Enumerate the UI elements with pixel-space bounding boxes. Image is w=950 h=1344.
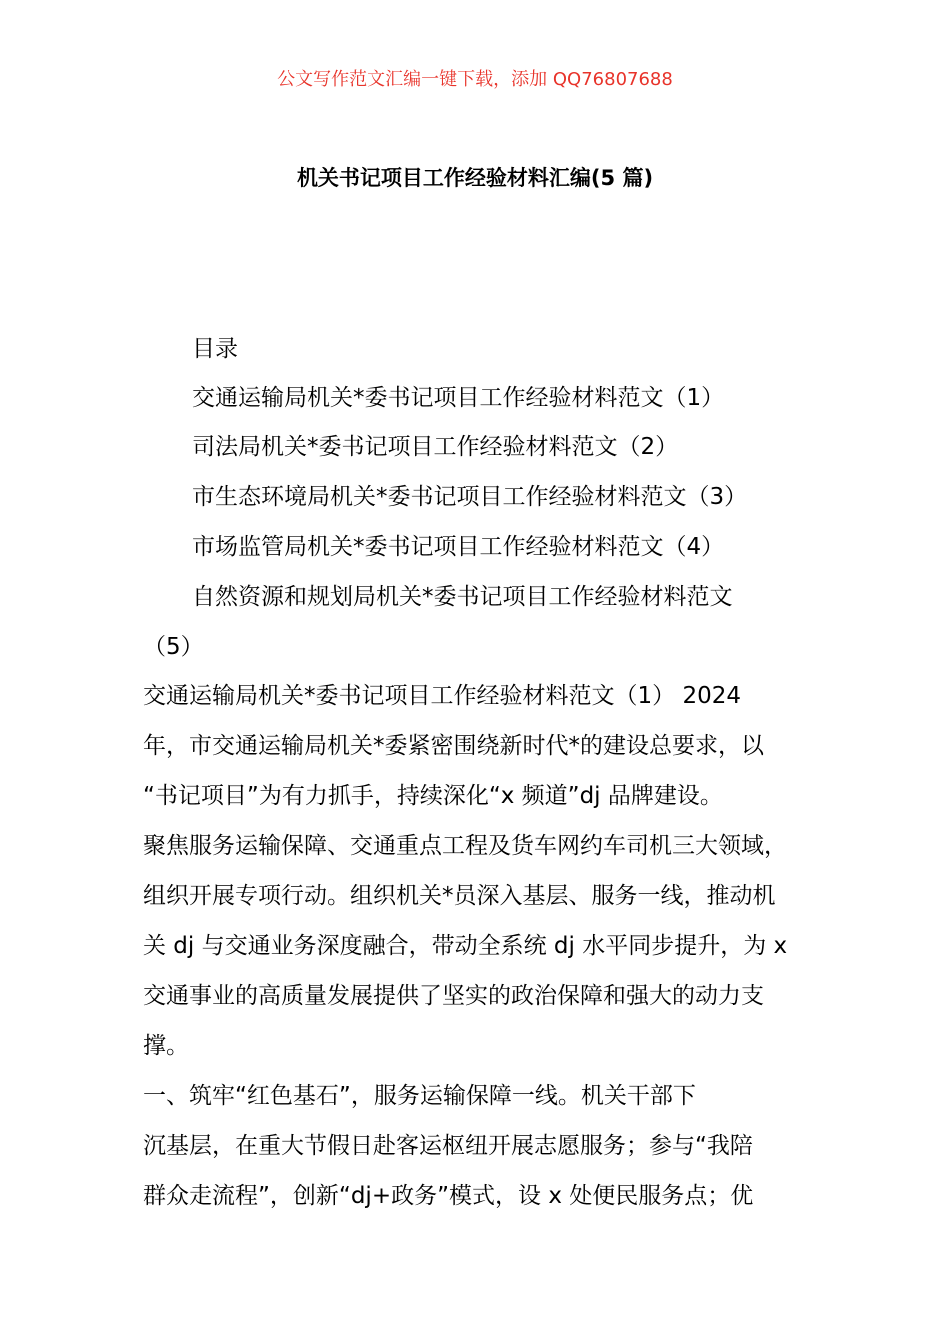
body-line-8: 撑。 bbox=[143, 1033, 189, 1059]
download-note: 公文写作范文汇编一键下载，添加 QQ76807688 bbox=[277, 69, 673, 90]
body-line-7: 交通事业的高质量发展提供了坚实的政治保障和强大的动力支 bbox=[143, 983, 764, 1009]
body-line-3: “书记项目”为有力抓手，持续深化“x 频道”dj 品牌建设。 bbox=[143, 783, 723, 809]
body-line-2: 年，市交通运输局机关*委紧密围绕新时代*的建设总要求，以 bbox=[143, 733, 764, 759]
toc-item-5: 自然资源和规划局机关*委书记项目工作经验材料范文 bbox=[192, 584, 733, 610]
body-line-1: 交通运输局机关*委书记项目工作经验材料范文（1） 2024 bbox=[143, 683, 741, 709]
toc-heading: 目录 bbox=[192, 336, 238, 362]
toc-item-5-continued: （5） bbox=[143, 634, 204, 660]
toc-item-2: 司法局机关*委书记项目工作经验材料范文（2） bbox=[192, 434, 679, 460]
body-line-5: 组织开展专项行动。组织机关*员深入基层、服务一线，推动机 bbox=[143, 883, 776, 909]
body-line-4: 聚焦服务运输保障、交通重点工程及货车网约车司机三大领域， bbox=[143, 833, 787, 859]
body-line-10: 沉基层，在重大节假日赴客运枢纽开展志愿服务；参与“我陪 bbox=[143, 1133, 753, 1159]
toc-item-3: 市生态环境局机关*委书记项目工作经验材料范文（3） bbox=[192, 484, 748, 510]
toc-item-1: 交通运输局机关*委书记项目工作经验材料范文（1） bbox=[192, 385, 725, 411]
body-line-9: 一、筑牢“红色基石”，服务运输保障一线。机关干部下 bbox=[143, 1083, 696, 1109]
toc-item-4: 市场监管局机关*委书记项目工作经验材料范文（4） bbox=[192, 534, 725, 560]
body-line-11: 群众走流程”，创新“dj+政务”模式，设 x 处便民服务点；优 bbox=[143, 1183, 754, 1209]
document-title: 机关书记项目工作经验材料汇编(5 篇) bbox=[296, 166, 654, 190]
body-line-6: 关 dj 与交通业务深度融合，带动全系统 dj 水平同步提升，为 x bbox=[143, 933, 788, 959]
